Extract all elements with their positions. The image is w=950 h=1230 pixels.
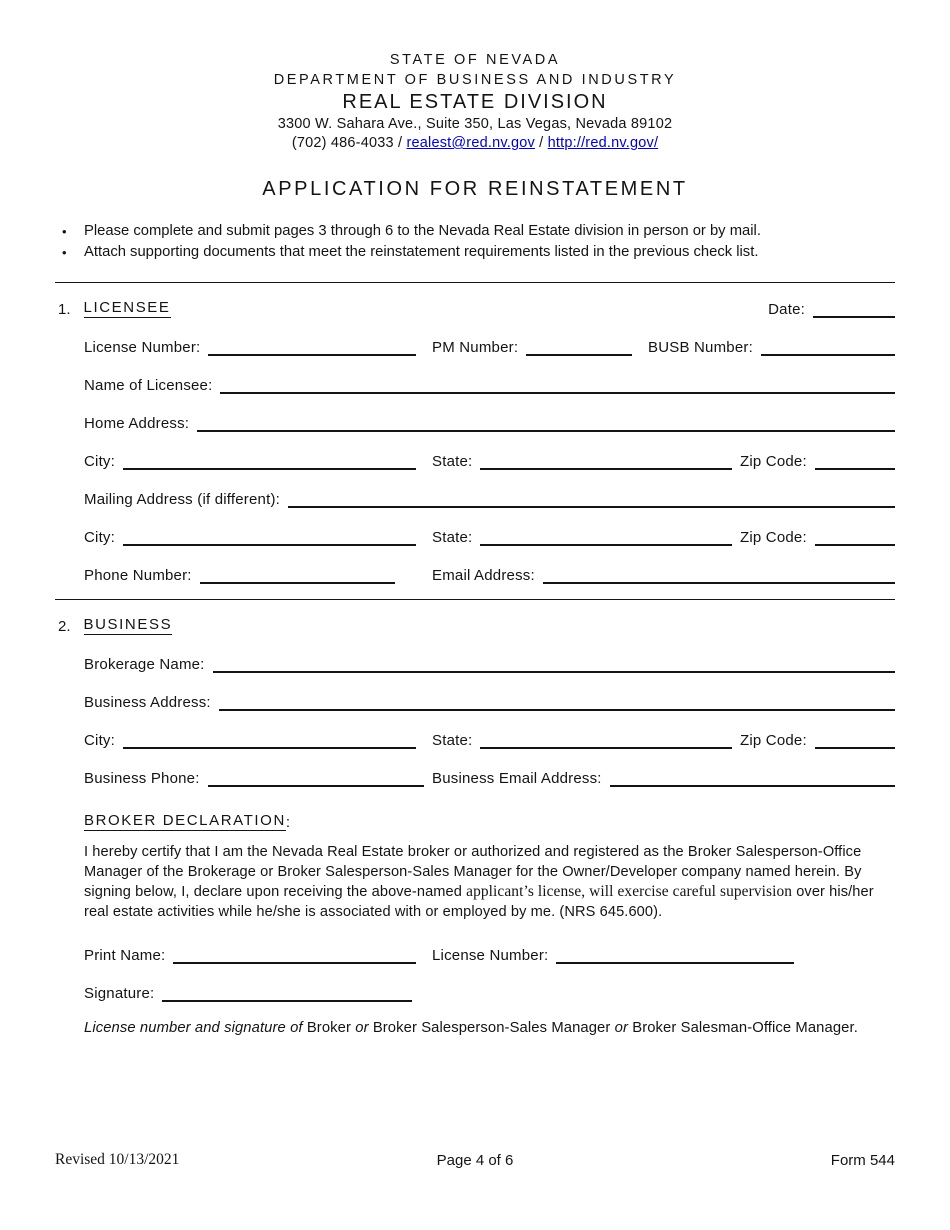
letterhead xyxy=(55,0,895,153)
website-link[interactable]: http://red.nv.gov/ xyxy=(547,135,659,151)
busb-number-line[interactable] xyxy=(761,336,895,356)
page-number: Page 4 of 6 xyxy=(436,1152,514,1169)
city-label: City: xyxy=(84,732,115,749)
city-label: City: xyxy=(84,453,115,470)
signature-row xyxy=(84,980,895,1002)
phone-number: (702) 486-4033 xyxy=(291,135,394,151)
mailing-address-row xyxy=(84,486,895,508)
colon: : xyxy=(285,814,291,831)
separator: / xyxy=(393,135,407,151)
home-address-line[interactable] xyxy=(197,412,895,432)
department-line: DEPARTMENT OF BUSINESS AND INDUSTRY xyxy=(273,72,677,88)
state-line-field-2[interactable] xyxy=(480,526,732,546)
division-line: REAL ESTATE DIVISION xyxy=(342,91,608,113)
brokerage-name-label: Brokerage Name: xyxy=(84,656,205,673)
print-name-line[interactable] xyxy=(173,944,416,964)
state-label: State: xyxy=(432,529,473,546)
broker-declaration-title: BROKER DECLARATION xyxy=(84,812,286,829)
busb-number-label: BUSB Number: xyxy=(648,339,753,356)
phone-number-line[interactable] xyxy=(200,564,395,584)
note-text: Broker Salesman-Office Manager. xyxy=(632,1020,858,1037)
separator: / xyxy=(534,135,548,151)
revised-date: Revised 10/13/2021 xyxy=(55,1151,180,1168)
city-line-2[interactable] xyxy=(123,526,416,546)
license-numbers-row xyxy=(84,334,895,356)
declaration-text-serif: applicant’s license, will exercise careful supervision xyxy=(466,883,793,901)
email-address-label: Email Address: xyxy=(432,567,535,584)
note-text-italic: or xyxy=(614,1020,633,1037)
city-state-zip-row-2 xyxy=(84,524,895,546)
business-email-label: Business Email Address: xyxy=(432,770,602,787)
declaration-text: I hereby certify that I am the Nevada Real Estate broker or authorized and registered as the Broker Salesperson-Office Manager of the Brokerage or Broker Salesperson-Sales Manager for the Owner/Developer company named herein. By signing below, I, declare upon receiving the above-named xyxy=(84,844,862,901)
home-address-label: Home Address: xyxy=(84,415,190,432)
date-label: Date: xyxy=(768,301,805,318)
state-line: STATE OF NEVADA xyxy=(389,52,561,68)
note-text-italic: or xyxy=(355,1020,373,1037)
instruction-text: Attach supporting documents that meet the reinstatement requirements listed in the previous check list. xyxy=(84,244,759,260)
broker-license-number-line[interactable] xyxy=(556,944,794,964)
business-address-line[interactable] xyxy=(219,691,895,711)
broker-declaration-header xyxy=(84,809,895,831)
name-row xyxy=(84,372,895,394)
city-line[interactable] xyxy=(123,450,416,470)
brokerage-name-row xyxy=(84,651,895,673)
list-item xyxy=(55,242,895,263)
signature-label: Signature: xyxy=(84,985,155,1003)
section2-title: BUSINESS xyxy=(83,616,173,633)
business-city-line[interactable] xyxy=(123,729,416,749)
bullet-icon: • xyxy=(62,245,67,260)
state-line-field[interactable] xyxy=(480,450,732,470)
name-of-licensee-line[interactable] xyxy=(220,374,895,394)
city-label: City: xyxy=(84,529,115,546)
zip-code-label: Zip Code: xyxy=(740,732,807,749)
note-text: Broker Salesperson-Sales Manager xyxy=(372,1020,615,1037)
section1-body xyxy=(55,334,895,584)
section2-header xyxy=(55,613,895,635)
section2-number: 2. xyxy=(58,618,71,635)
license-number-line[interactable] xyxy=(208,336,416,356)
signature-line[interactable] xyxy=(162,982,412,1002)
signature-note xyxy=(84,1020,895,1036)
page-footer xyxy=(55,1151,895,1169)
business-phone-line[interactable] xyxy=(208,767,424,787)
name-of-licensee-label: Name of Licensee: xyxy=(84,377,213,394)
phone-email-row xyxy=(84,562,895,584)
zip-code-line-2[interactable] xyxy=(815,526,895,546)
bullet-icon: • xyxy=(62,224,67,239)
business-phone-label: Business Phone: xyxy=(84,770,200,787)
license-number-label: License Number: xyxy=(84,339,201,356)
zip-code-line[interactable] xyxy=(815,450,895,470)
email-address-line[interactable] xyxy=(543,564,895,584)
brokerage-name-line[interactable] xyxy=(213,653,895,673)
business-address-label: Business Address: xyxy=(84,694,211,711)
date-line[interactable] xyxy=(813,298,895,318)
business-city-state-zip-row xyxy=(84,727,895,749)
section2-body xyxy=(55,651,895,1036)
declaration-paragraph xyxy=(84,843,895,922)
zip-code-label: Zip Code: xyxy=(740,529,807,546)
instruction-text: Please complete and submit pages 3 through 6 to the Nevada Real Estate division in person or by mail. xyxy=(84,223,761,239)
mailing-address-line[interactable] xyxy=(288,488,895,508)
form-number: Form 544 xyxy=(830,1152,895,1169)
phone-number-label: Phone Number: xyxy=(84,567,192,584)
address-line: 3300 W. Sahara Ave., Suite 350, Las Vegas, Nevada 89102 xyxy=(277,116,673,132)
contact-line xyxy=(55,134,895,153)
section1-header xyxy=(55,296,895,318)
business-state-line[interactable] xyxy=(480,729,732,749)
state-label: State: xyxy=(432,732,473,749)
note-text: Broker xyxy=(306,1020,356,1037)
section-divider xyxy=(55,599,895,600)
broker-license-number-label: License Number: xyxy=(432,947,549,965)
state-label: State: xyxy=(432,453,473,470)
city-state-zip-row xyxy=(84,448,895,470)
pm-number-line[interactable] xyxy=(526,336,632,356)
print-name-row xyxy=(84,942,895,964)
business-address-row xyxy=(84,689,895,711)
business-phone-email-row xyxy=(84,765,895,787)
home-address-row xyxy=(84,410,895,432)
section1-number: 1. xyxy=(58,301,71,318)
business-zip-line[interactable] xyxy=(815,729,895,749)
pm-number-label: PM Number: xyxy=(432,339,519,356)
section-divider xyxy=(55,282,895,283)
instructions-list xyxy=(55,221,895,263)
page-title: APPLICATION FOR REINSTATEMENT xyxy=(262,178,688,200)
list-item xyxy=(55,221,895,242)
email-link[interactable]: realest@red.nv.gov xyxy=(406,135,535,151)
print-name-label: Print Name: xyxy=(84,947,166,965)
note-text-italic: License number and signature of xyxy=(84,1020,307,1037)
section1-title: LICENSEE xyxy=(83,299,171,316)
zip-code-label: Zip Code: xyxy=(740,453,807,470)
mailing-address-label: Mailing Address (if different): xyxy=(84,491,281,508)
business-email-line[interactable] xyxy=(610,767,895,787)
declaration-text: over his/her real estate activities while he/she is associated with or employed by me. (NRS 645.600). xyxy=(84,884,874,920)
